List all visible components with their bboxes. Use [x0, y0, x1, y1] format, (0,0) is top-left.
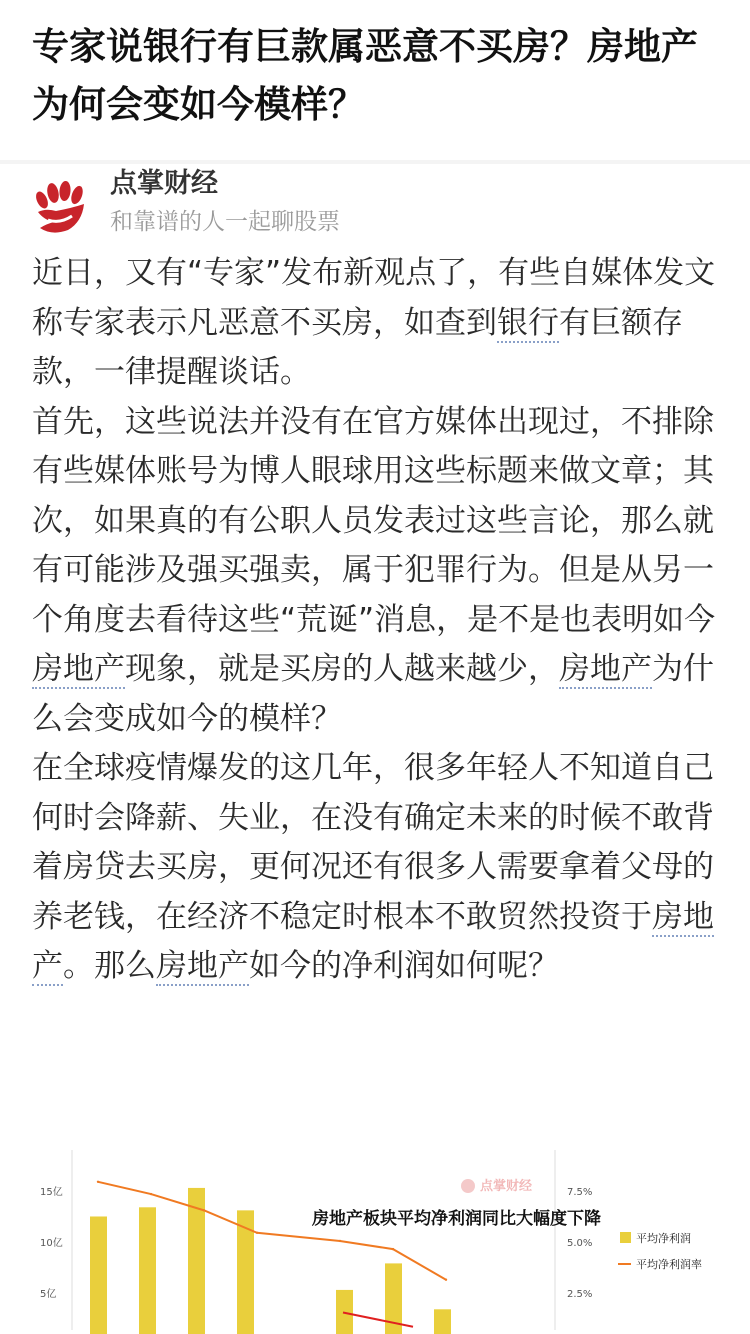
y-tick-label-right: 2.5% [567, 1289, 593, 1300]
line-point [445, 1279, 447, 1281]
paragraph-text: 如今的净利润如何呢？ [249, 948, 559, 984]
paragraph-text: 首先，这些说法并没有在官方媒体出现过，不排除有些媒体账号为博人眼球用这些标题来做文章；其次，如果真的有公职人员发表过这些言论，那么就有可能涉及强买强卖，属于犯罪行为。但是从另一个角度去看待这些“荒诞”消息，是不是也表明如今 [32, 403, 716, 638]
paragraph [32, 398, 722, 745]
paragraph [32, 744, 722, 992]
article-title: 专家说银行有巨款属恶意不买房？房地产为何会变如今模样？ [32, 25, 698, 126]
line-point [392, 1248, 394, 1250]
line-point [339, 1240, 341, 1242]
line-point [203, 1209, 205, 1211]
red-fist-logo-icon[interactable] [32, 178, 90, 236]
author-slogan: 和靠谱的人一起聊股票 [110, 209, 340, 235]
y-tick-label-left: 10亿 [40, 1238, 63, 1249]
y-tick-label-right: 7.5% [567, 1187, 593, 1198]
legend-swatch-bar [620, 1232, 631, 1243]
chart-image [40, 1150, 730, 1300]
article-body [32, 249, 722, 992]
paragraph-text: 。那么 [63, 948, 156, 984]
y-tick-label-right: 5.0% [567, 1238, 593, 1249]
paragraph-text: 有巨额存款，一律提醒谈话。 [32, 304, 683, 390]
header-divider [0, 160, 750, 164]
line-point [150, 1193, 152, 1195]
net-profit-chart [40, 1150, 730, 1330]
paragraph-text: 为什么会变成如今的模样？ [32, 651, 714, 737]
series-line-rate-2 [343, 1312, 413, 1326]
author-name[interactable]: 点掌财经 [110, 168, 218, 199]
legend-label: 平均净利润率 [636, 1258, 702, 1271]
legend-label: 平均净利润 [636, 1232, 691, 1245]
line-point [97, 1181, 99, 1183]
keyword-link[interactable]: 房地产 [32, 898, 714, 984]
bar [90, 1216, 107, 1334]
chart-watermark: 点掌财经 [480, 1179, 533, 1194]
paragraph [32, 249, 722, 398]
keyword-link[interactable]: 房地产 [156, 948, 249, 984]
paragraph-text: 近日，又有“专家”发布新观点了，有些自媒体发文称专家表示凡恶意不买房，如查到 [32, 255, 716, 341]
chart-title: 房地产板块平均净利润同比大幅度下降 [312, 1209, 601, 1229]
y-tick-label-left: 5亿 [40, 1289, 57, 1300]
y-tick-label-left: 15亿 [40, 1187, 63, 1198]
watermark-logo-icon [461, 1179, 475, 1193]
paragraph-text: 在全球疫情爆发的这几年，很多年轻人不知道自己何时会降薪、失业，在没有确定未来的时候不敢背着房贷去买房，更何况还有很多人需要拿着父母的养老钱，在经济不稳定时根本不敢贸然投资于 [32, 750, 714, 935]
keyword-link[interactable]: 房地产 [559, 651, 652, 687]
line-point [256, 1232, 258, 1234]
paragraph-text: 现象，就是买房的人越来越少， [125, 651, 559, 687]
keyword-link[interactable]: 房地产 [32, 651, 125, 687]
keyword-link[interactable]: 银行 [497, 304, 559, 341]
author-card[interactable] [32, 166, 722, 246]
bar [139, 1207, 156, 1334]
bar [434, 1309, 451, 1334]
